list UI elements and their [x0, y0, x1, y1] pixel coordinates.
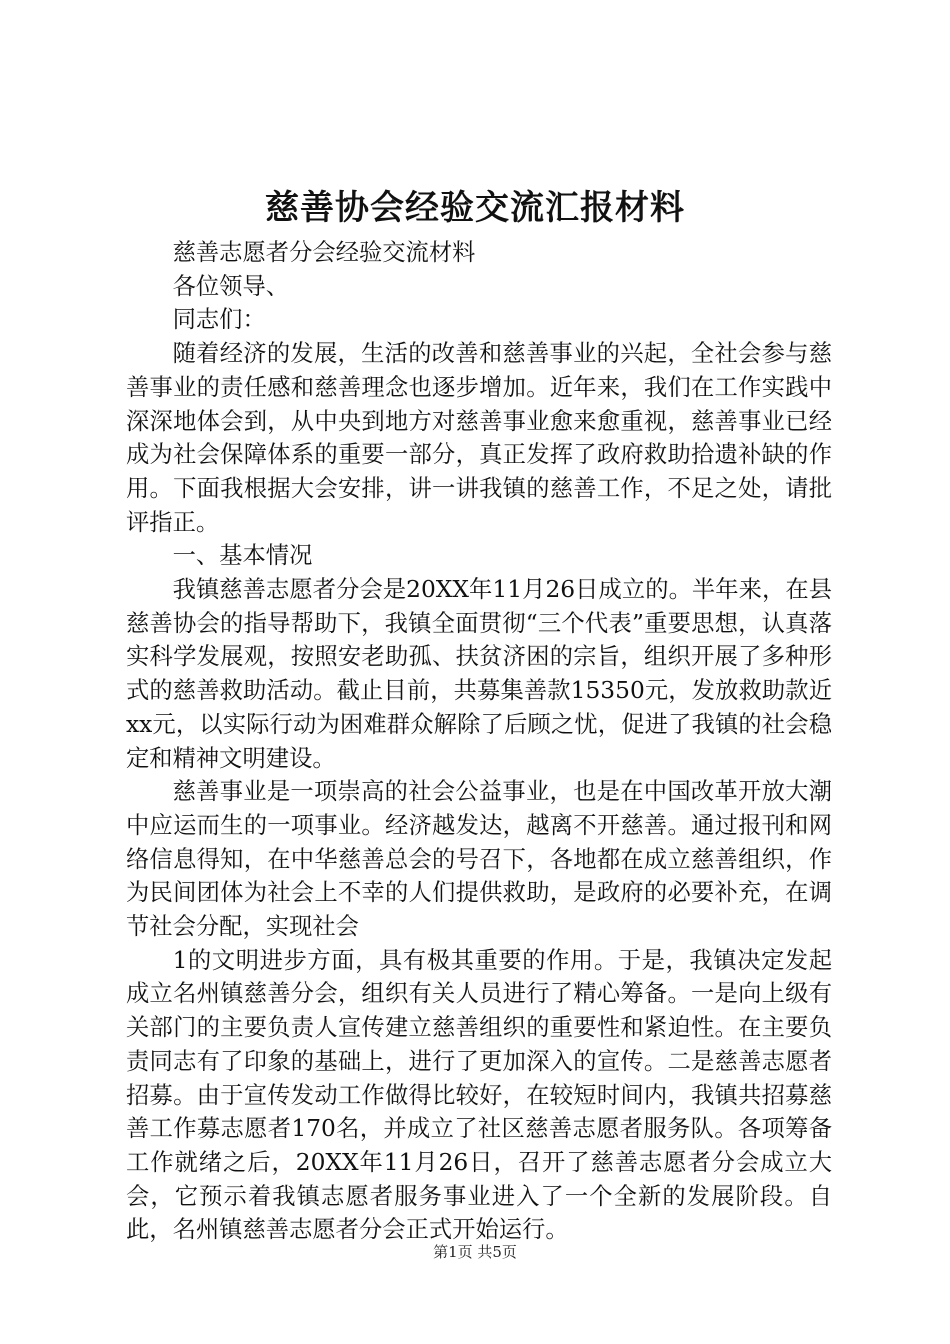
section-heading-basic-situation: 一、基本情况: [172, 542, 313, 570]
paragraph-basic-situation: 我镇慈善志愿者分会是20XX年11月26日成立的。半年来，在县慈善协会的指导帮助下，我镇全面贯彻“三个代表”重要思想，认真落实科学发展观，按照安老助孤、扶贫济困的宗旨，组织开展了多种形式的慈善救助活动。截止目前，共募集善款15350元，发放救助款近xx元，以实际行动为困难群众解除了后顾之忧，促进了我镇的社会稳定和精神文明建设。: [126, 576, 832, 772]
paragraph-subtitle: 慈善志愿者分会经验交流材料: [172, 239, 476, 266]
paragraph-preparation: 1的文明进步方面，具有极其重要的作用。于是，我镇决定发起成立名州镇慈善分会，组织有关人员进行了精心筹备。一是向上级有关部门的主要负责人宣传建立慈善组织的重要性和紧迫性。在主要负责同志有了印象的基础上，进行了更加深入的宣传。二是慈善志愿者招募。由于宣传发动工作做得比较好，在较短时间内，我镇共招募慈善工作募志愿者170名，并成立了社区慈善志愿者服务队。各项筹备工作就绪之后，20XX年11月26日，召开了慈善志愿者分会成立大会，它预示着我镇志愿者服务事业进入了一个全新的发展阶段。自此，名州镇慈善志愿者分会正式开始运行。: [126, 946, 832, 1244]
paragraph-salutation-comrades: 同志们：: [172, 306, 266, 334]
paragraph-charity-cause: 慈善事业是一项崇高的社会公益事业，也是在中国改革开放大潮中应运而生的一项事业。经济越发达，越离不开慈善。通过报刊和网络信息得知，在中华慈善总会的号召下，各地都在成立慈善组织，作为民间团体为社会上不幸的人们提供救助，是政府的必要补充，在调节社会分配，实现社会: [126, 778, 832, 941]
paragraph-intro: 随着经济的发展，生活的改善和慈善事业的兴起，全社会参与慈善事业的责任感和慈善理念也逐步增加。近年来，我们在工作实践中深深地体会到，从中央到地方对慈善事业愈来愈重视，慈善事业已经成为社会保障体系的重要一部分，真正发挥了政府救助拾遗补缺的作用。下面我根据大会安排，讲一讲我镇的慈善工作，不足之处，请批评指正。: [126, 340, 832, 536]
paragraph-salutation-leaders: 各位领导、: [172, 272, 290, 300]
document-body: [126, 236, 832, 1247]
document-title: 慈善协会经验交流汇报材料: [265, 188, 685, 228]
page-footer: 第1页 共5页: [433, 1243, 517, 1261]
